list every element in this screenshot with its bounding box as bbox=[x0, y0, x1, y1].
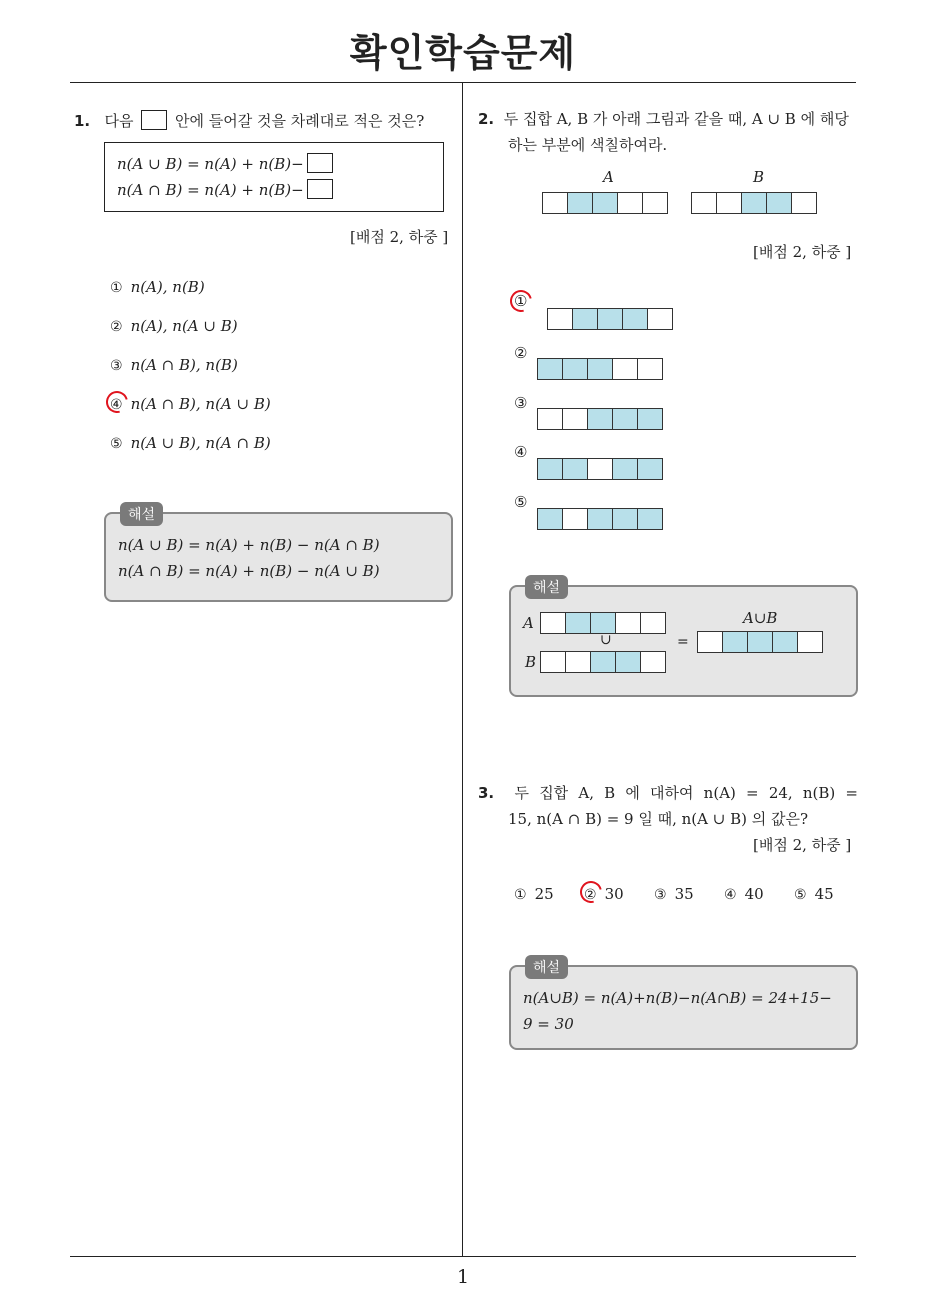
bottom-rule bbox=[70, 1256, 856, 1257]
shaded-cell bbox=[637, 458, 663, 480]
choice-text: n(A), n(B) bbox=[130, 278, 205, 296]
q2-sol-label-a: A bbox=[523, 614, 534, 632]
empty-cell bbox=[716, 192, 742, 214]
q3-choice-4[interactable] bbox=[724, 885, 764, 903]
empty-cell bbox=[562, 408, 588, 430]
q2-solution-box bbox=[509, 580, 858, 697]
choice-text: n(A ∩ B), n(A ∪ B) bbox=[130, 395, 271, 413]
empty-cell bbox=[791, 192, 817, 214]
shaded-cell bbox=[587, 508, 613, 530]
choice-text: 30 bbox=[604, 885, 624, 903]
q2-choice-3-number[interactable]: ③ bbox=[514, 394, 528, 412]
empty-cell bbox=[540, 612, 566, 634]
choice-text: 25 bbox=[534, 885, 554, 903]
shaded-cell bbox=[590, 612, 616, 634]
shaded-cell bbox=[562, 358, 588, 380]
shaded-cell bbox=[592, 192, 618, 214]
shaded-cell bbox=[537, 508, 563, 530]
page-title: 확인학습문제 bbox=[349, 31, 577, 75]
shaded-cell bbox=[637, 508, 663, 530]
q1-blank-box bbox=[141, 110, 167, 130]
q2-choice-5-strip[interactable] bbox=[537, 508, 663, 530]
q2-solution-tag: 해설 bbox=[525, 575, 568, 599]
choice-number: ⑤ bbox=[110, 436, 123, 452]
shaded-cell bbox=[587, 408, 613, 430]
choice-number: ② bbox=[584, 887, 597, 903]
choice-number: ③ bbox=[654, 887, 667, 903]
q2-choice-5-number[interactable]: ⑤ bbox=[514, 493, 528, 511]
empty-cell bbox=[647, 308, 673, 330]
choice-text: 35 bbox=[674, 885, 694, 903]
q1-choice-3[interactable] bbox=[110, 356, 238, 374]
shaded-cell bbox=[612, 458, 638, 480]
choice-number: ① bbox=[514, 887, 527, 903]
q1-formula-line2: n(A ∩ B) = n(A) + n(B)− bbox=[117, 181, 304, 199]
shaded-cell bbox=[622, 308, 648, 330]
empty-cell bbox=[587, 458, 613, 480]
q2-number: 2. bbox=[478, 110, 495, 128]
shaded-cell bbox=[537, 358, 563, 380]
empty-cell bbox=[617, 192, 643, 214]
q2-line1: 두 집합 A, B 가 아래 그림과 같을 때, A ∪ B 에 해당 bbox=[503, 110, 849, 128]
q3-solution-tag: 해설 bbox=[525, 955, 568, 979]
shaded-cell bbox=[537, 458, 563, 480]
shaded-cell bbox=[562, 458, 588, 480]
empty-cell bbox=[537, 408, 563, 430]
q1-solution-tag: 해설 bbox=[120, 502, 163, 526]
q2-sol-strip-result bbox=[697, 631, 823, 653]
shaded-cell bbox=[590, 651, 616, 673]
q3-stem bbox=[478, 780, 860, 832]
q3-choice-5[interactable] bbox=[794, 885, 834, 903]
q2-sol-equals: = bbox=[677, 634, 689, 650]
choice-text: 40 bbox=[744, 885, 764, 903]
q2-label-b: B bbox=[753, 168, 765, 186]
q2-sol-strip-a bbox=[540, 612, 666, 634]
q1-text-after: 안에 들어갈 것을 차례대로 적은 것은? bbox=[175, 112, 425, 130]
column-divider bbox=[462, 82, 463, 1256]
q2-choice-4-number[interactable]: ④ bbox=[514, 443, 528, 461]
q2-choice-1-number[interactable]: ① bbox=[514, 292, 528, 310]
q1-points: [배점 2, 하중 ] bbox=[350, 228, 449, 246]
shaded-cell bbox=[572, 308, 598, 330]
empty-cell bbox=[542, 192, 568, 214]
choice-text: n(A ∪ B), n(A ∩ B) bbox=[130, 434, 271, 452]
empty-cell bbox=[565, 651, 591, 673]
shaded-cell bbox=[587, 358, 613, 380]
shaded-cell bbox=[565, 612, 591, 634]
shaded-cell bbox=[766, 192, 792, 214]
empty-cell bbox=[562, 508, 588, 530]
q2-line2: 하는 부분에 색칠하여라. bbox=[508, 136, 668, 154]
q3-solution-line2: 9 = 30 bbox=[523, 1015, 574, 1033]
q1-solution-line1: n(A ∪ B) = n(A) + n(B) − n(A ∩ B) bbox=[118, 536, 380, 554]
q3-line2: 15, n(A ∩ B) = 9 일 때, n(A ∪ B) 의 값은? bbox=[508, 810, 809, 828]
shaded-cell bbox=[612, 408, 638, 430]
q2-choice-2-number[interactable]: ② bbox=[514, 344, 528, 362]
q1-choice-4[interactable] bbox=[110, 395, 271, 413]
q2-points: [배점 2, 하중 ] bbox=[753, 243, 852, 261]
choice-text: 45 bbox=[814, 885, 834, 903]
q1-formula-blank1 bbox=[307, 153, 333, 173]
choice-number: ④ bbox=[724, 887, 737, 903]
q2-sol-union-symbol: ∪ bbox=[600, 632, 612, 648]
q1-choice-5[interactable] bbox=[110, 434, 271, 452]
choice-text: n(A), n(A ∪ B) bbox=[130, 317, 238, 335]
empty-cell bbox=[691, 192, 717, 214]
q2-sol-result-label: A∪B bbox=[743, 609, 778, 627]
top-rule bbox=[70, 82, 856, 83]
shaded-cell bbox=[772, 631, 798, 653]
shaded-cell bbox=[615, 651, 641, 673]
empty-cell bbox=[547, 308, 573, 330]
q3-line1: 두 집합 A, B 에 대하여 n(A) = 24, n(B) = bbox=[514, 784, 858, 802]
q1-stem bbox=[74, 108, 424, 134]
q2-label-a: A bbox=[603, 168, 614, 186]
empty-cell bbox=[612, 358, 638, 380]
shaded-cell bbox=[597, 308, 623, 330]
empty-cell bbox=[697, 631, 723, 653]
q2-answer-circle-mark bbox=[506, 286, 536, 316]
choice-number: ② bbox=[110, 319, 123, 335]
empty-cell bbox=[642, 192, 668, 214]
shaded-cell bbox=[612, 508, 638, 530]
q2-choice-4-strip[interactable] bbox=[537, 458, 663, 480]
q1-formula-blank2 bbox=[307, 179, 333, 199]
q3-solution-box bbox=[509, 960, 858, 1050]
empty-cell bbox=[637, 358, 663, 380]
q3-points: [배점 2, 하중 ] bbox=[753, 836, 852, 854]
q2-choice-2-strip[interactable] bbox=[537, 358, 663, 380]
q3-choice-3[interactable] bbox=[654, 885, 694, 903]
q1-choice-2[interactable] bbox=[110, 317, 238, 335]
shaded-cell bbox=[567, 192, 593, 214]
choice-text: n(A ∩ B), n(B) bbox=[130, 356, 238, 374]
q2-strip-b bbox=[691, 192, 817, 214]
shaded-cell bbox=[747, 631, 773, 653]
q2-stem bbox=[478, 106, 858, 158]
q3-solution-line1: n(A∪B) = n(A)+n(B)−n(A∩B) = 24+15− bbox=[523, 989, 832, 1007]
choice-number: ① bbox=[110, 280, 123, 296]
q1-formula-line1: n(A ∪ B) = n(A) + n(B)− bbox=[117, 155, 304, 173]
choice-number: ⑤ bbox=[794, 887, 807, 903]
page-number: 1 bbox=[456, 1266, 470, 1288]
q2-sol-strip-b bbox=[540, 651, 666, 673]
shaded-cell bbox=[637, 408, 663, 430]
choice-number: ④ bbox=[110, 397, 123, 413]
q1-solution-box bbox=[104, 507, 453, 602]
q2-choice-3-strip[interactable] bbox=[537, 408, 663, 430]
shaded-cell bbox=[741, 192, 767, 214]
q1-choice-1[interactable] bbox=[110, 278, 205, 296]
q1-number: 1. bbox=[74, 112, 91, 130]
q2-choice-1-strip[interactable] bbox=[547, 308, 673, 330]
shaded-cell bbox=[722, 631, 748, 653]
empty-cell bbox=[640, 612, 666, 634]
empty-cell bbox=[797, 631, 823, 653]
q2-strip-a bbox=[542, 192, 668, 214]
empty-cell bbox=[615, 612, 641, 634]
q3-choice-1[interactable] bbox=[514, 885, 554, 903]
q1-solution-line2: n(A ∩ B) = n(A) + n(B) − n(A ∪ B) bbox=[118, 562, 380, 580]
empty-cell bbox=[640, 651, 666, 673]
q1-text-before: 다음 bbox=[104, 112, 134, 130]
q3-number: 3. bbox=[478, 784, 495, 802]
q1-formula-box bbox=[104, 142, 444, 212]
empty-cell bbox=[540, 651, 566, 673]
choice-number: ③ bbox=[110, 358, 123, 374]
q2-sol-label-b: B bbox=[525, 653, 537, 671]
